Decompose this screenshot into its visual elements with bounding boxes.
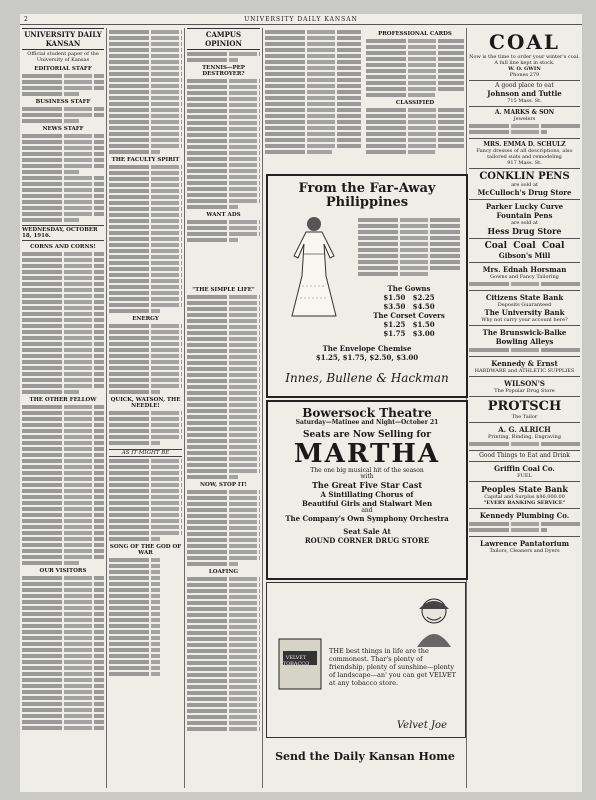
griffin-coal: Griffin Coal Co. <box>494 464 555 473</box>
envelope-prices: $1.25, $1.75, $2.50, $3.00 <box>315 353 419 362</box>
and-label: and <box>361 507 373 514</box>
corset-label: The Corset Covers <box>373 311 445 320</box>
chorus-line-2: Beautiful Girls and Stalwart Men <box>301 499 433 508</box>
business-staff-heading: BUSINESS STAFF <box>35 99 91 105</box>
tobacco-tin-label: VELVET TOBACCO <box>282 655 310 667</box>
store-signature: Innes, Bullene & Hackman <box>285 371 449 385</box>
editorial-heading-visitors: OUR VISITORS <box>39 568 87 574</box>
price: $3.00 <box>412 329 435 338</box>
protsch: PROTSCH <box>487 399 562 414</box>
editorial-heading-other-fellow: THE OTHER FELLOW <box>29 397 97 403</box>
coal-word: Coal <box>541 241 565 251</box>
kennedy-ernst: Kennedy & Ernst <box>491 359 558 368</box>
alrich: A. G. ALRICH <box>498 425 551 434</box>
column-features <box>109 28 182 678</box>
heading-simple-life: "THE SIMPLE LIFE" <box>192 287 255 293</box>
editorial-heading-corns: CORNS AND CORNS! <box>30 244 96 250</box>
velvet-joe-portrait-icon <box>411 591 457 647</box>
heading-tennis: TENNIS—PEP DESTROYER? <box>202 65 245 77</box>
griffin-sub: FUEL <box>517 473 532 479</box>
price: $1.50 <box>412 320 435 329</box>
column-rule <box>106 28 107 788</box>
send-home-banner: Send the Daily Kansan Home <box>275 750 455 763</box>
marks-sub: Jewelers <box>513 116 536 122</box>
seat-sale-label: Seat Sale At <box>343 527 391 536</box>
heading-loafing: LOAFING <box>208 569 239 575</box>
price: $1.75 <box>383 329 406 338</box>
mccullochs: McCulloch's Drug Store <box>477 188 572 197</box>
heading-god-of-war: SONG OF THE GOD OF WAR <box>109 544 182 556</box>
price: $4.50 <box>412 302 435 311</box>
alrich-sub: Printing, Binding, Engraving <box>488 434 561 440</box>
citizens-bank: Citizens State Bank <box>485 293 564 302</box>
theatre-when: Saturday—Matinee and Night—October 21 <box>295 419 439 426</box>
heading-classified: CLASSIFIED <box>395 100 435 106</box>
campus-opinion-title: CAMPUS OPINION <box>187 28 260 50</box>
page-number: 2 <box>24 16 28 23</box>
university-bank: The University Bank <box>484 308 565 317</box>
chorus-line-1: A Sintillating Chorus of <box>320 490 414 499</box>
heading-watson: QUICK, WATSON, THE NEEDLE! <box>110 397 181 409</box>
theatre-name: Bowersock Theatre <box>302 406 432 420</box>
editorial-staff-heading: EDITORIAL STAFF <box>34 66 92 72</box>
page-header <box>20 14 582 25</box>
peoples-bank: Peoples State Bank <box>481 484 568 494</box>
university-bank-sub: Why not carry your account here? <box>481 317 568 323</box>
heading-professional-cards: PROFESSIONAL CARDS <box>378 31 452 37</box>
drug-store-name: ROUND CORNER DRUG STORE <box>304 536 430 545</box>
place-to-eat: A good place to eat <box>495 82 554 89</box>
coal-text: Now is the time to order your winter's coal. A full line kept in stock. <box>469 54 580 66</box>
show-tagline: The one big musical hit of the season <box>310 467 424 474</box>
heading-want-ads: WANT ADS <box>206 212 241 218</box>
philippines-title: From the Far-Away Philippines <box>298 181 436 210</box>
heading-energy: ENERGY <box>132 316 159 322</box>
orchestra-line: The Company's Own Symphony Orchestra <box>285 514 449 523</box>
peoples-sub: Capital and Surplus $86,000.00 <box>484 494 565 500</box>
parker-sub: are sold at <box>511 220 538 226</box>
heading-now-stop-it: NOW, STOP IT! <box>200 482 247 488</box>
price: $2.25 <box>412 293 435 302</box>
price: $3.50 <box>383 302 406 311</box>
column-simple-life <box>187 284 260 784</box>
column-rule <box>262 28 263 788</box>
schulz-address: 917 Mass. St. <box>507 160 542 166</box>
price: $1.50 <box>383 293 406 302</box>
column-campus-opinion <box>187 28 260 288</box>
masthead: UNIVERSITY DAILY KANSAN <box>22 28 104 50</box>
parker-pens: Parker Lucky Curve Fountain Pens <box>485 202 564 220</box>
news-staff-heading: NEWS STAFF <box>42 126 84 132</box>
heading-faculty-spirit: THE FACULTY SPIRIT <box>111 157 180 163</box>
schulz-sub: Fancy dresses of all descriptions, also tailored suits and remodeling <box>476 148 573 160</box>
seats-selling: Seats are Now Selling for <box>302 430 432 440</box>
schulz: MRS. EMMA D. SCHULZ <box>483 141 566 148</box>
wilsons: WILSON'S <box>504 379 545 388</box>
velvet-joe-signature: Velvet Joe <box>396 720 447 731</box>
envelope-label: The Envelope Chemise <box>322 344 412 353</box>
column-editorial <box>22 28 104 732</box>
lawrence-pantatorium: Lawrence Pantatorium <box>479 539 570 548</box>
tobacco-copy: THE best things in life are the commonest. Thar's plenty of friendship, plenty of sunshine—plenty of landscape—an' you can get VELVET at any tobacco store. <box>329 647 457 687</box>
johnson-address: 715 Mass. St. <box>507 98 542 104</box>
johnson-tuttle: Johnson and Tuttle <box>487 89 562 98</box>
gibsons-mill: Gibson's Mill <box>498 251 551 260</box>
conklin-pens: CONKLIN PENS <box>479 171 570 182</box>
conklin-sub: are sold at <box>511 182 538 188</box>
with-label: with <box>360 473 374 480</box>
cast-line: The Great Five Star Cast <box>311 480 423 490</box>
column-local-ads <box>469 28 580 792</box>
philippines-ad <box>266 174 468 398</box>
coal-word: Coal <box>513 241 536 251</box>
every-banking-service: "EVERY BANKING SERVICE" <box>483 500 566 506</box>
good-things: Good Things to Eat and Drink <box>479 452 570 459</box>
tobacco-ad <box>266 582 466 738</box>
heading-as-it-might-be: AS IT MIGHT BE <box>109 449 182 457</box>
brunswick: The Brunswick-Balke Bowling Alleys <box>482 328 567 346</box>
theatre-ad <box>266 400 468 580</box>
protsch-sub: The Tailor <box>511 414 538 420</box>
garment-illustration <box>276 216 352 326</box>
horsman: Mrs. Ednah Horsman <box>482 265 567 274</box>
price: $1.25 <box>383 320 406 329</box>
coal-word: Coal <box>484 241 507 251</box>
kennedy-sub: HARDWARE and ATHLETIC SUPPLIES <box>474 368 575 374</box>
masthead-subtitle: Official student paper of the University of Kansas <box>27 51 99 63</box>
kennedy-plumbing: Kennedy Plumbing Co. <box>479 511 570 520</box>
coal-phone: Phones 279 <box>509 72 540 78</box>
column-cards <box>265 28 464 188</box>
column-rule <box>184 28 185 788</box>
citizens-sub: Deposits Guaranteed <box>497 302 552 308</box>
lawrence-sub: Tailors, Cleaners and Dyers <box>489 548 560 554</box>
hess-drug: Hess Drug Store <box>487 226 562 236</box>
coal-owner: W. O. GWIN <box>508 66 541 72</box>
marks-son: A. MARKS & SON <box>494 109 555 116</box>
show-title: MARTHA <box>293 439 441 469</box>
coal-title: COAL <box>489 30 560 54</box>
horsman-sub: Gowns and Fancy Tailoring <box>490 274 559 280</box>
wilsons-sub: The Popular Drug Store <box>494 388 555 394</box>
issue-date: WEDNESDAY, OCTOBER 18, 1916. <box>22 225 104 241</box>
gowns-label: The Gowns <box>387 284 431 293</box>
page-title: UNIVERSITY DAILY KANSAN <box>244 16 358 23</box>
newspaper-page <box>20 14 582 792</box>
